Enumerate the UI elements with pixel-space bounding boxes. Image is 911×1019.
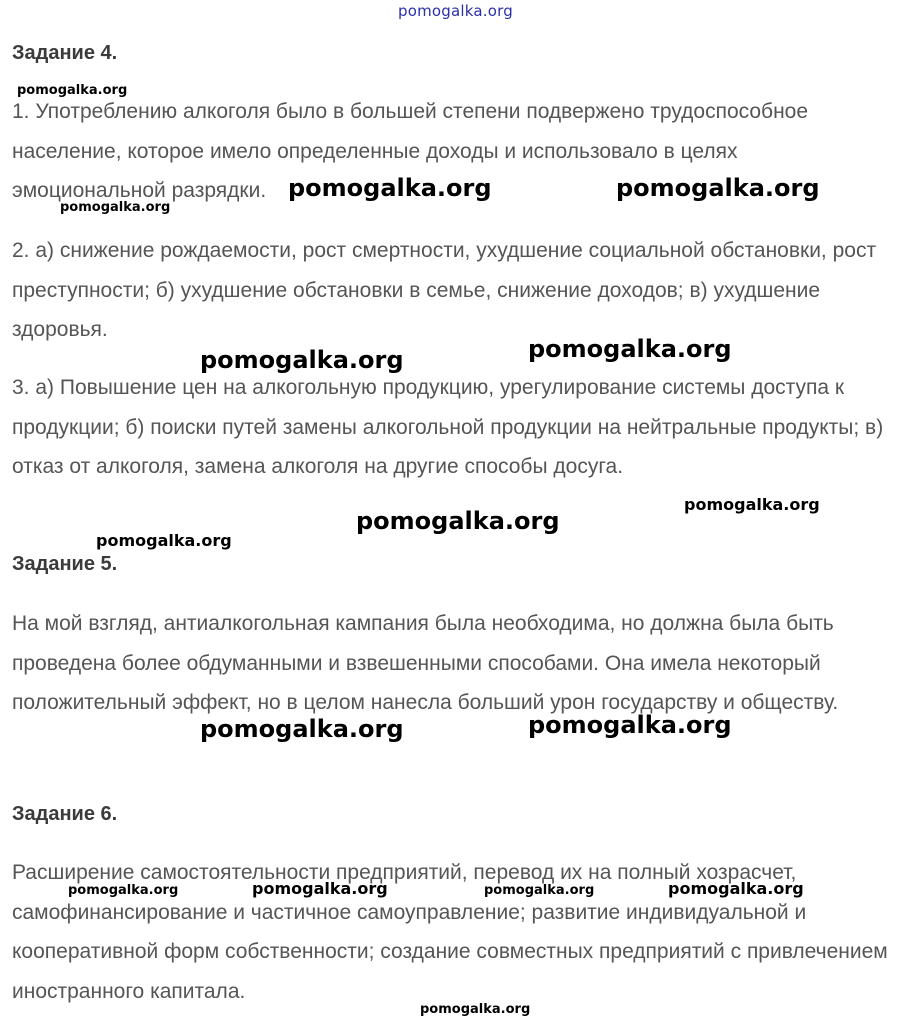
watermark: pomogalka.org: [68, 883, 179, 898]
task4-item3: 3. а) Повышение цен на алкогольную продукцию, урегулирование системы доступа к продукции; б) поиски путей замены алкогольной продукции на нейтральные продукты; в) отказ от алкоголя, замена алкоголя на другие способы досуга.: [12, 376, 884, 478]
task6-text: Расширение самостоятельности предприятий, перевод их на полный хозрасчет, самофинансирование и частичное самоуправление; развитие индивидуальной и кооперативной форм собственности; создание совместных предприятий с привлечением иностранного капитала.: [12, 861, 888, 1003]
task4-heading: Задание 4.: [12, 42, 118, 64]
watermark: pomogalka.org: [356, 507, 560, 535]
watermark: pomogalka.org: [684, 495, 820, 514]
watermark: pomogalka.org: [17, 83, 128, 98]
watermark: pomogalka.org: [200, 346, 404, 374]
watermark: pomogalka.org: [288, 174, 492, 202]
watermark: pomogalka.org: [420, 1002, 531, 1017]
watermark: pomogalka.org: [668, 879, 804, 898]
task5-text: На мой взгляд, антиалкогольная кампания была необходима, но должна была быть проведена более обдуманными и взвешенными способами. Она имела некоторый положительный эффект, но в целом нанесла больший урон государству и обществу.: [12, 612, 839, 714]
watermark: pomogalka.org: [60, 200, 171, 215]
watermark: pomogalka.org: [484, 883, 595, 898]
watermark: pomogalka.org: [528, 711, 732, 739]
site-link[interactable]: pomogalka.org: [398, 2, 513, 20]
watermark: pomogalka.org: [528, 335, 732, 363]
watermark: pomogalka.org: [200, 715, 404, 743]
task4-item2: 2. а) снижение рождаемости, рост смертности, ухудшение социальной обстановки, рост преступности; б) ухудшение обстановки в семье, снижение доходов; в) ухудшение здоровья.: [12, 239, 877, 341]
task6-heading: Задание 6.: [12, 803, 118, 825]
watermark: pomogalka.org: [252, 879, 388, 898]
task4-item1: 1. Употреблению алкоголя было в большей степени подвержено трудоспособное население, которое имело определенные доходы и использовало в целях эмоциональной разрядки.: [12, 100, 809, 202]
task5-heading: Задание 5.: [12, 553, 118, 575]
watermark: pomogalka.org: [616, 174, 820, 202]
watermark: pomogalka.org: [96, 531, 232, 550]
